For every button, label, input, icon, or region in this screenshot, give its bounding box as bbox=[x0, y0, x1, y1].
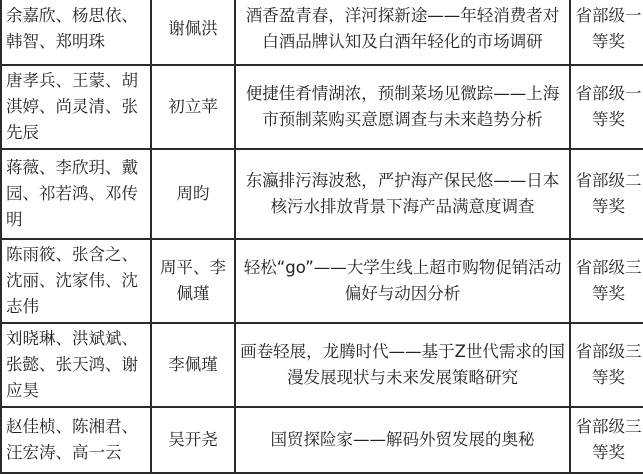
team-members-cell: 蒋薇、李欣玥、戴园、祁若鸿、邓传明 bbox=[1, 149, 151, 239]
team-members-cell: 唐孝兵、王蒙、胡淇婷、尚灵清、张先辰 bbox=[1, 65, 151, 149]
award-level-cell: 省部级三等奖 bbox=[570, 239, 643, 323]
project-title-cell: 便捷佳肴情湖浓，预制菜场见微踪——上海市预制菜购买意愿调查与未来趋势分析 bbox=[235, 65, 570, 149]
table-row bbox=[1, 239, 643, 323]
award-level-cell: 省部级一等奖 bbox=[570, 0, 643, 65]
advisor-cell: 吴开尧 bbox=[151, 407, 235, 473]
award-level-cell: 省部级一等奖 bbox=[570, 65, 643, 149]
project-title-cell: 轻松“go”——大学生线上超市购物促销活动偏好与动因分析 bbox=[235, 239, 570, 323]
advisor-cell: 周昀 bbox=[151, 149, 235, 239]
award-level-cell: 省部级三等奖 bbox=[570, 323, 643, 407]
project-title-cell: 画卷轻展，龙腾时代——基于Z世代需求的国漫发展现状与未来发展策略研究 bbox=[235, 323, 570, 407]
table-row bbox=[1, 65, 643, 149]
table-row bbox=[1, 323, 643, 407]
team-members-cell: 陈雨筱、张含之、沈丽、沈家伟、沈志伟 bbox=[1, 239, 151, 323]
advisor-cell: 谢佩洪 bbox=[151, 0, 235, 65]
team-members-cell: 余嘉欣、杨思依、韩智、郑明珠 bbox=[1, 0, 151, 65]
team-members-cell: 刘晓琳、洪斌斌、张懿、张天鸿、谢应昊 bbox=[1, 323, 151, 407]
table-row bbox=[1, 407, 643, 473]
award-level-cell: 省部级三等奖 bbox=[570, 407, 643, 473]
project-title-cell: 国贸探险家——解码外贸发展的奥秘 bbox=[235, 407, 570, 473]
advisor-cell: 初立苹 bbox=[151, 65, 235, 149]
project-title-cell: 东瀛排污海波愁，严护海产保民悠——日本核污水排放背景下海产品满意度调查 bbox=[235, 149, 570, 239]
table-row bbox=[1, 149, 643, 239]
team-members-cell: 赵佳桢、陈湘君、汪宏涛、高一云 bbox=[1, 407, 151, 473]
table-row bbox=[1, 0, 643, 65]
project-title-cell: 酒香盈青春，洋河探新途——年轻消费者对白酒品牌认知及白酒年轻化的市场调研 bbox=[235, 0, 570, 65]
award-level-cell: 省部级二等奖 bbox=[570, 149, 643, 239]
advisor-cell: 周平、李佩瑾 bbox=[151, 239, 235, 323]
advisor-cell: 李佩瑾 bbox=[151, 323, 235, 407]
